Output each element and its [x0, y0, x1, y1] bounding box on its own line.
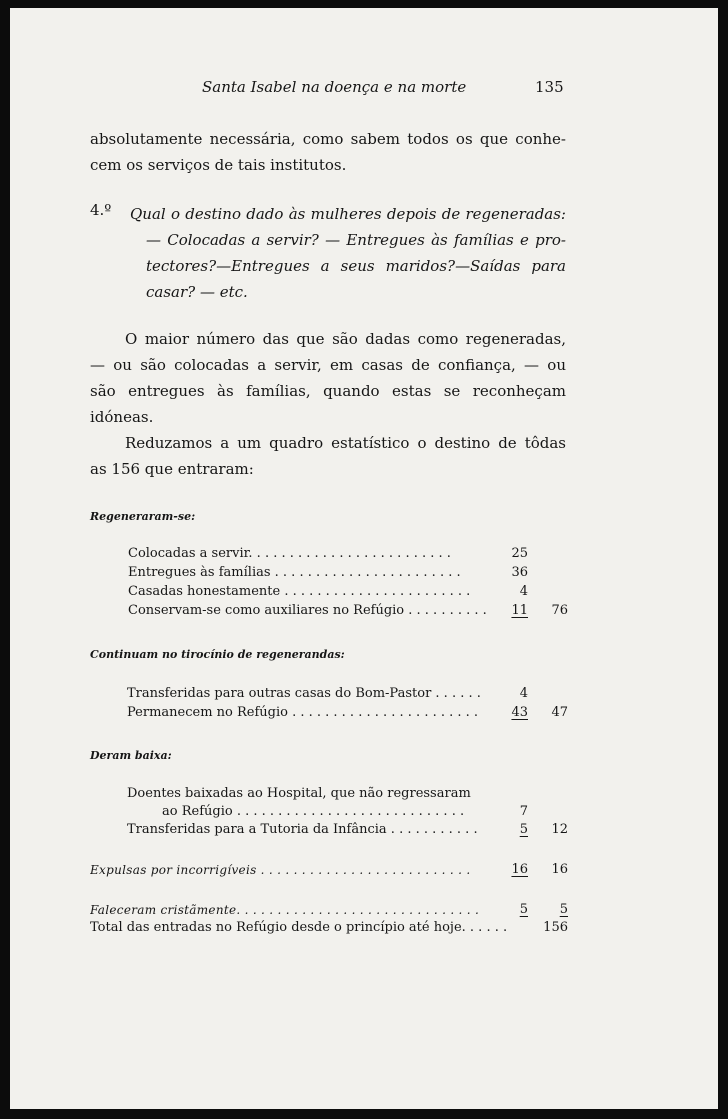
section-heading-continuam: Continuam no tirocínio de regenerandas:: [90, 648, 345, 661]
question-line: casar? — etc.: [146, 283, 248, 301]
row-label: Entregues às famílias . . . . . . . . . . . . . . . . . . . . . . .: [128, 565, 461, 580]
question-number: 4.º: [90, 201, 112, 219]
intro-line: absolutamente necessária, como sabem todos os que conhe-: [90, 130, 566, 148]
section-total: 5: [559, 902, 568, 917]
row-label: ao Refúgio . . . . . . . . . . . . . . . . . . . . . . . . . . . .: [162, 804, 465, 819]
answer-line: as 156 que entraram:: [90, 460, 254, 478]
section-total: 47: [551, 705, 568, 720]
row-label: Colocadas a servir. . . . . . . . . . . . . . . . . . . . . . . . .: [128, 546, 451, 561]
table-row-grand-total: [90, 919, 530, 937]
table-row: [128, 583, 528, 601]
table-row: [128, 545, 528, 563]
table-row: [127, 685, 528, 703]
section-total: 12: [551, 822, 568, 837]
table-row: [127, 704, 528, 722]
section-heading-regeneraram: Regeneraram-se:: [90, 510, 196, 523]
table-row-expulsas: [90, 861, 528, 879]
table-row: [127, 785, 528, 803]
running-header-title: Santa Isabel na doença e na morte: [202, 78, 467, 96]
row-label: Transferidas para a Tutoria da Infância . . . . . . . . . . .: [127, 822, 478, 837]
answer-line: — ou são colocadas a servir, em casas de confiança, — ou: [90, 356, 566, 374]
row-value: 16: [511, 862, 528, 877]
page-number: 135: [535, 78, 564, 96]
answer-line: O maior número das que são dadas como regeneradas,: [125, 330, 566, 348]
table-row: [127, 803, 528, 821]
question-line: Qual o destino dado às mulheres depois de regeneradas:: [130, 205, 566, 223]
table-row-faleceram: [90, 901, 528, 919]
question-line: tectores?—Entregues a seus maridos?—Saídas para: [146, 257, 566, 275]
section-total: 16: [551, 862, 568, 877]
answer-line: Reduzamos a um quadro estatístico o destino de tôdas: [125, 434, 566, 452]
table-row: [127, 821, 528, 839]
row-label: Doentes baixadas ao Hospital, que não regressaram: [127, 786, 471, 801]
grand-total-value: 156: [543, 920, 568, 935]
row-value: 7: [519, 804, 528, 819]
row-value: 25: [511, 546, 528, 561]
question-text: [130, 201, 566, 305]
answer-line: são entregues às famílias, quando estas se reconheçam: [90, 382, 566, 400]
row-label: Permanecem no Refúgio . . . . . . . . . . . . . . . . . . . . . . .: [127, 705, 479, 720]
section-heading-baixa: Deram baixa:: [90, 749, 172, 762]
row-label: Casadas honestamente . . . . . . . . . . . . . . . . . . . . . . .: [128, 584, 471, 599]
row-value: 4: [519, 584, 528, 599]
answer-line: idóneas.: [90, 408, 154, 426]
row-label: Total das entradas no Refúgio desde o princípio até hoje. . . . . .: [90, 920, 508, 935]
row-value: 43: [511, 705, 528, 720]
row-value: 5: [519, 822, 528, 837]
row-label: Faleceram cristãmente. . . . . . . . . . . . . . . . . . . . . . . . . . . . . .: [90, 903, 480, 917]
answer-paragraph: [90, 326, 566, 482]
row-label: Expulsas por incorrigíveis . . . . . . . . . . . . . . . . . . . . . . . . . .: [90, 863, 471, 877]
table-row: [128, 602, 528, 620]
row-value: 4: [519, 686, 528, 701]
row-label: Conservam-se como auxiliares no Refúgio . . . . . . . . . .: [128, 603, 487, 618]
table-row: [128, 564, 528, 582]
question-line: — Colocadas a servir? — Entregues às famílias e pro-: [146, 231, 566, 249]
row-label: Transferidas para outras casas do Bom-Pastor . . . . . .: [127, 686, 481, 701]
row-value: 5: [519, 902, 528, 917]
book-page: [10, 8, 718, 1109]
intro-paragraph: [90, 126, 566, 178]
section-total: 76: [551, 603, 568, 618]
intro-line: cem os serviços de tais institutos.: [90, 156, 347, 174]
row-value: 11: [511, 603, 528, 618]
row-value: 36: [511, 565, 528, 580]
